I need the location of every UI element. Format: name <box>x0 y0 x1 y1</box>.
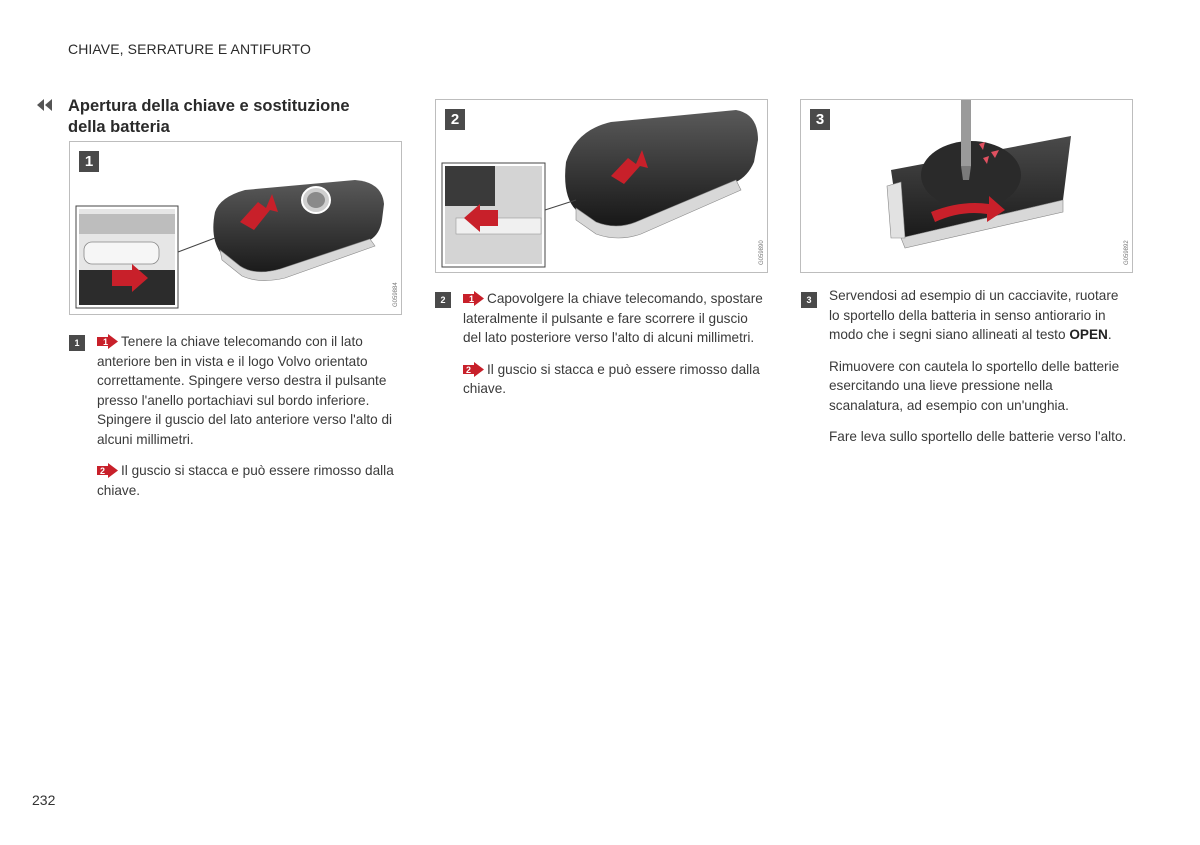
red-arrow-1-icon <box>97 334 118 349</box>
section-title: Apertura della chiave e sostituzione della batteria <box>68 97 350 136</box>
key-front-illustration <box>70 142 402 315</box>
open-label: OPEN <box>1069 327 1108 342</box>
figure-code: G059892 <box>1124 240 1130 265</box>
step-number: 3 <box>801 292 817 308</box>
step-paragraph <box>829 286 1129 345</box>
step-text: Il guscio si stacca e può essere rimosso dalla chiave. <box>463 361 760 396</box>
red-arrow-1-icon <box>463 291 484 306</box>
figure-number: 3 <box>810 109 830 130</box>
key-back-illustration <box>436 100 768 273</box>
step-text: Tenere la chiave telecomando con il lato anteriore ben in vista e il logo Volvo orientato correttamente. Spingere verso destra il pulsante presso l'anello portachiavi sul bordo inferiore. Spingere il guscio del lato anteriore verso l'alto di alcuni millimetri. <box>97 334 393 447</box>
figure-code: G059884 <box>393 282 399 307</box>
step-text: Rimuovere con cautela lo sportello delle batterie esercitando una lieve pressione nella scanalatura, ad esempio con un'unghia. <box>829 358 1120 413</box>
step-2 <box>463 289 763 411</box>
badge-number: 2 <box>100 466 106 476</box>
figure-number: 2 <box>445 109 465 130</box>
chapter-header: CHIAVE, SERRATURE E ANTIFURTO <box>68 41 312 57</box>
step-paragraph <box>829 357 1129 416</box>
figure-number: 1 <box>79 151 99 172</box>
step-3 <box>829 286 1129 459</box>
figure-code: G059890 <box>759 240 765 265</box>
badge-number: 1 <box>103 337 109 347</box>
step-text: Capovolgere la chiave telecomando, spostare lateralmente il pulsante e fare scorrere il guscio del lato posteriore verso l'alto di alcuni millimetri. <box>463 291 763 345</box>
badge-number: 1 <box>469 294 475 304</box>
figure-3 <box>800 99 1133 273</box>
step-number: 1 <box>69 335 85 351</box>
step-paragraph <box>97 332 400 449</box>
step-paragraph <box>829 427 1129 447</box>
previous-page-icon[interactable] <box>36 99 56 111</box>
step-text: Fare leva sullo sportello delle batterie verso l'alto. <box>829 429 1127 444</box>
red-arrow-2-icon <box>463 362 484 377</box>
figure-2 <box>435 99 768 273</box>
step-1 <box>97 332 400 512</box>
battery-cover-illustration <box>801 100 1133 273</box>
figure-1 <box>69 141 402 315</box>
step-paragraph <box>97 461 400 500</box>
step-paragraph <box>463 360 763 399</box>
badge-number: 2 <box>466 364 472 375</box>
step-text: Il guscio si stacca e può essere rimosso dalla chiave. <box>97 463 394 498</box>
step-paragraph <box>463 289 763 348</box>
red-arrow-2-icon <box>97 463 118 478</box>
step-text-end: . <box>1107 327 1112 342</box>
page-number: 232 <box>32 792 56 808</box>
step-number: 2 <box>435 292 451 308</box>
step-text: Servendosi ad esempio di un cacciavite, ruotare lo sportello della batteria in senso antiorario in modo che i segni siano allineati al testo <box>829 288 1119 342</box>
